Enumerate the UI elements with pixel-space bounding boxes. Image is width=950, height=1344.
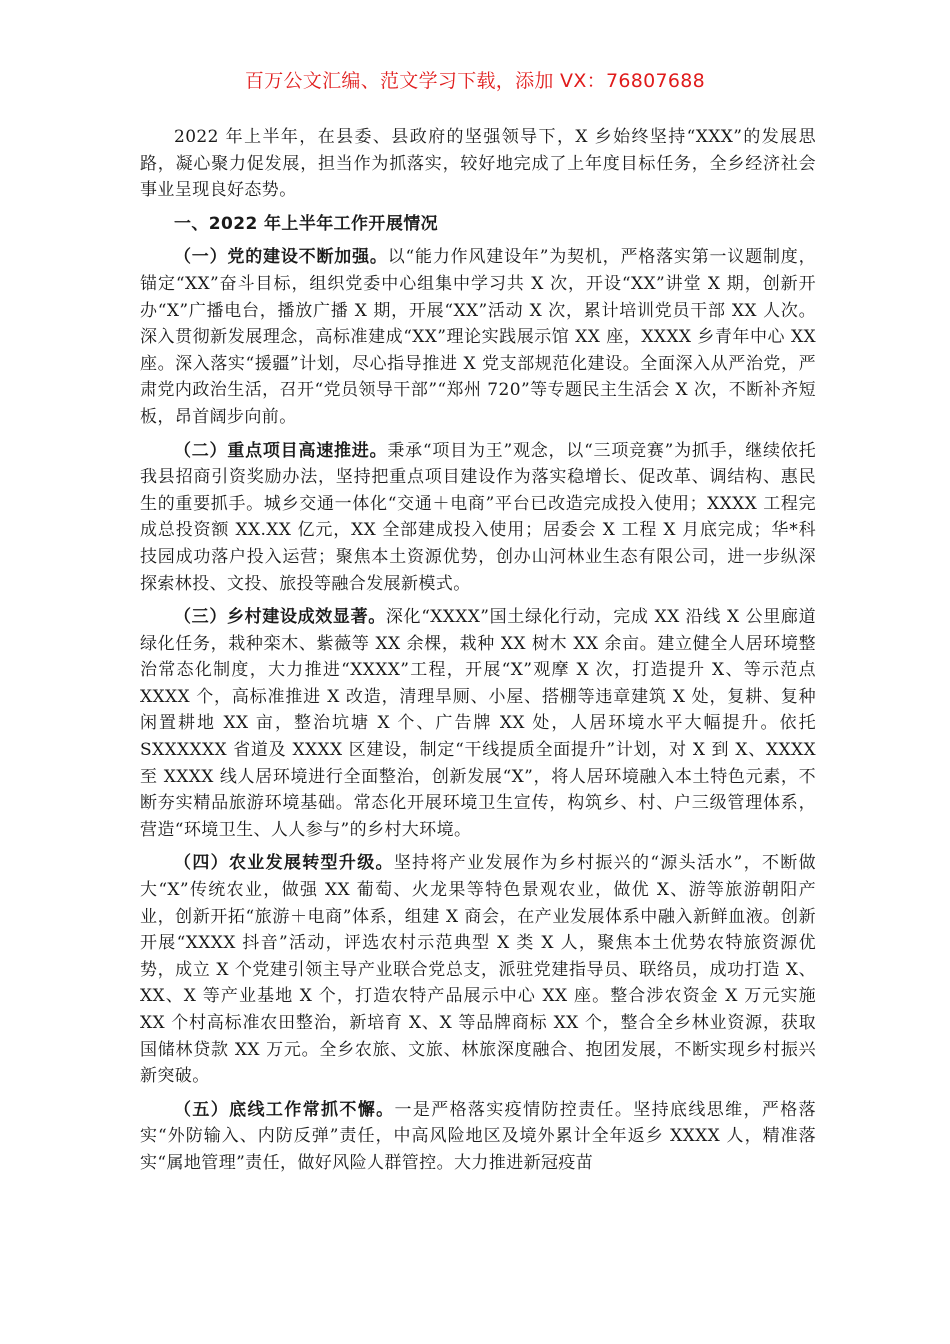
item-paragraph-3 bbox=[140, 604, 816, 843]
item-text: 深化“XXXX”国土绿化行动，完成 XX 沿线 X 公里廊道绿化任务，栽种栾木、紫薇等 XX 余棵，栽种 XX 树木 XX 余亩。建立健全人居环境整治常态化制度，大力推进“XXXX”工程，开展“X”观摩 X 次，打造提升 X、等示范点 XXXX 个，高标准推进 X 改造，清理旱厕、小屋、搭棚等违章建筑 X 处，复耕、复种闲置耕地 XX 亩，整治坑塘 X 个、广告牌 XX 处，人居环境水平大幅提升。依托 SXXXXXX 省道及 XXXX 区建设，制定“干线提质全面提升”计划，对 X 到 X、XXXX 至 XXXX 线人居环境进行全面整治，创新发展“X”，将人居环境融入本土特色元素，不断夯实精品旅游环境基础。常态化开展环境卫生宣传，构筑乡、村、户三级管理体系，营造“环境卫生、人人参与”的乡村大环境。 bbox=[140, 607, 816, 840]
item-text: 以“能力作风建设年”为契机，严格落实第一议题制度，锚定“XX”奋斗目标，组织党委中心组集中学习共 X 次，开设“XX”讲堂 X 期，创新开办“X”广播电台，播放广播 X 期，开展“XX”活动 X 次，累计培训党员干部 XX 人次。深入贯彻新发展理念，高标准建成“XX”理论实践展示馆 XX 座，XXXX 乡青年中心 XX 座。深入落实“援疆”计划，尽心指导推进 X 党支部规范化建设。全面深入从严治党，严肃党内政治生活，召开“党员领导干部”“郑州 720”等专题民主生活会 X 次，不断补齐短板，昂首阔步向前。 bbox=[140, 247, 816, 427]
document-body bbox=[140, 124, 816, 1177]
item-paragraph-1 bbox=[140, 244, 816, 430]
item-lead: （三）乡村建设成效显著。 bbox=[174, 607, 386, 628]
item-text: 一是严格落实疫情防控责任。坚持底线思维，严格落实“外防输入、内防反弹”责任，中高风险地区及境外累计全年返乡 XXXX 人，精准落实“属地管理”责任，做好风险人群管控。大力推进新冠疫苗 bbox=[140, 1099, 816, 1173]
item-paragraph-2 bbox=[140, 438, 816, 598]
intro-paragraph: 2022 年上半年，在县委、县政府的坚强领导下，X 乡始终坚持“XXX”的发展思路，凝心聚力促发展，担当作为抓落实，较好地完成了上年度目标任务，全乡经济社会事业呈现良好态势。 bbox=[140, 127, 816, 201]
item-paragraph-5 bbox=[140, 1097, 816, 1177]
item-lead: （二）重点项目高速推进。 bbox=[174, 440, 388, 461]
section-heading: 一、2022 年上半年工作开展情况 bbox=[174, 213, 439, 234]
item-text: 秉承“项目为王”观念，以“三项竞赛”为抓手，继续依托我县招商引资奖励办法，坚持把重点项目建设作为落实稳增长、促改革、调结构、惠民生的重要抓手。城乡交通一体化“交通＋电商”平台已改造完成投入使用；XXXX 工程完成总投资额 XX.XX 亿元，XX 全部建成投入使用；居委会 X 工程 X 月底完成；华*科技园成功落户投入运营；聚焦本土资源优势，创办山河林业生态有限公司，进一步纵深探索林投、文投、旅投等融合发展新模式。 bbox=[140, 440, 816, 594]
item-lead: （五）底线工作常抓不懈。 bbox=[174, 1099, 395, 1120]
item-paragraph-4 bbox=[140, 850, 816, 1089]
promo-banner: 百万公文汇编、范文学习下载，添加 VX：76807688 bbox=[244, 70, 706, 92]
item-lead: （一）党的建设不断加强。 bbox=[174, 247, 388, 268]
item-text: 坚持将产业发展作为乡村振兴的“源头活水”，不断做大“X”传统农业，做强 XX 葡萄、火龙果等特色景观农业，做优 X、游等旅游朝阳产业，创新开拓“旅游＋电商”体系，组建 X 商会，在产业发展体系中融入新鲜血液。创新开展“XXXX 抖音”活动，评选农村示范典型 X 类 X 人，聚焦本土优势农特旅资源优势，成立 X 个党建引领主导产业联合党总支，派驻党建指导员、联络员，成功打造 X、XX、X 等产业基地 X 个，打造农特产品展示中心 XX 座。整合涉农资金 X 万元实施 XX 个村高标准农田整治，新培育 X、X 等品牌商标 XX 个，整合全乡林业资源，获取国储林贷款 XX 万元。全乡农旅、文旅、林旅深度融合、抱团发展，不断实现乡村振兴新突破。 bbox=[140, 853, 816, 1087]
item-lead: （四）农业发展转型升级。 bbox=[174, 853, 394, 874]
